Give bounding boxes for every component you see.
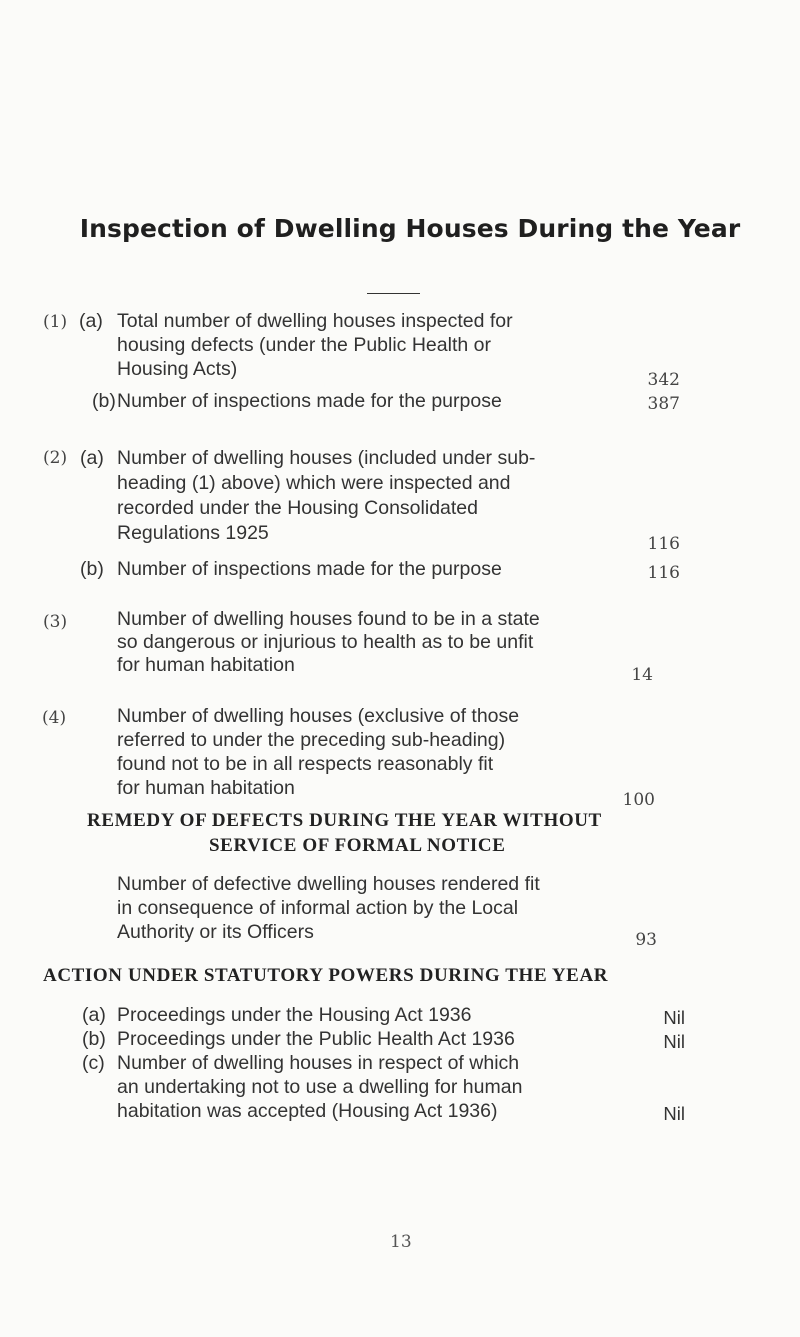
item-number: (2) <box>43 448 68 468</box>
action-text-line: Proceedings under the Public Health Act 1936 <box>117 1028 515 1050</box>
action-text-line: an undertaking not to use a dwelling for human <box>117 1076 523 1098</box>
item-value: 100 <box>622 790 655 810</box>
item-number: (4) <box>42 708 67 728</box>
remedy-text-line: Authority or its Officers <box>117 921 314 943</box>
item-text-line: Regulations 1925 <box>117 522 269 544</box>
item-text-line: referred to under the preceding sub-heading) <box>117 729 506 751</box>
item-value: 342 <box>647 370 680 390</box>
action-text-line: Proceedings under the Housing Act 1936 <box>117 1004 472 1026</box>
item-number: (1) <box>43 312 68 332</box>
action-value: Nil <box>663 1031 685 1052</box>
item-text-line: Number of dwelling houses found to be in a state <box>117 608 540 630</box>
action-value: Nil <box>663 1103 685 1124</box>
item-text-line: heading (1) above) which were inspected and <box>117 472 511 494</box>
action-text-line: Number of dwelling houses in respect of which <box>117 1052 520 1074</box>
action-value: Nil <box>663 1007 685 1028</box>
item-text-line: Housing Acts) <box>117 358 238 380</box>
item-text-line: recorded under the Housing Consolidated <box>117 497 478 519</box>
item-number: (3) <box>43 612 68 632</box>
sub-letter: (b) <box>92 390 116 412</box>
item-text-line: Total number of dwelling houses inspected for <box>117 310 513 332</box>
item-text-line: Number of inspections made for the purpose <box>117 558 502 580</box>
item-text-line: so dangerous or injurious to health as to be unfit <box>117 631 534 653</box>
action-letter: (c) <box>82 1052 105 1074</box>
item-text-line: for human habitation <box>117 654 295 676</box>
item-text-line: Number of dwelling houses (included under sub- <box>117 447 536 469</box>
remedy-text-line: in consequence of informal action by the Local <box>117 897 519 919</box>
item-text-line: Number of inspections made for the purpose <box>117 390 502 412</box>
section-heading-action: ACTION UNDER STATUTORY POWERS DURING THE YEAR <box>43 965 609 986</box>
remedy-text-line: Number of defective dwelling houses rendered fit <box>117 873 540 895</box>
action-letter: (b) <box>82 1028 106 1050</box>
item-text-line: for human habitation <box>117 777 295 799</box>
item-value: 14 <box>631 665 653 685</box>
item-text-line: Number of dwelling houses (exclusive of those <box>117 705 520 727</box>
item-text-line: housing defects (under the Public Health or <box>117 334 491 356</box>
item-text-line: found not to be in all respects reasonably fit <box>117 753 494 775</box>
page-title: Inspection of Dwelling Houses During the Year <box>79 214 741 243</box>
action-text-line: habitation was accepted (Housing Act 1936) <box>117 1100 498 1122</box>
sub-letter: (b) <box>80 558 104 580</box>
title-divider <box>367 293 420 294</box>
page-number: 13 <box>390 1232 412 1252</box>
item-value: 387 <box>647 394 680 414</box>
item-value: 116 <box>647 534 680 554</box>
action-letter: (a) <box>82 1004 106 1026</box>
section-heading-remedy-line2: SERVICE OF FORMAL NOTICE <box>209 835 506 856</box>
remedy-value: 93 <box>635 930 657 950</box>
sub-letter: (a) <box>80 447 104 469</box>
sub-letter: (a) <box>79 310 103 332</box>
section-heading-remedy: REMEDY OF DEFECTS DURING THE YEAR WITHOUT <box>87 810 602 831</box>
item-value: 116 <box>647 563 680 583</box>
